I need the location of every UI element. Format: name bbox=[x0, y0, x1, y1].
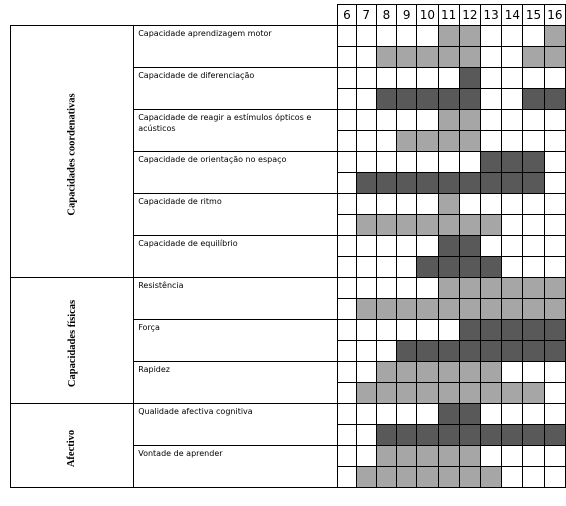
phase-cell bbox=[502, 320, 523, 341]
phase-cell bbox=[397, 152, 417, 173]
phase-cell bbox=[438, 131, 459, 152]
capacity-label: Capacidade de equilíbrio bbox=[134, 236, 338, 278]
phase-cell bbox=[459, 362, 480, 383]
phase-cell bbox=[544, 194, 565, 215]
phase-cell bbox=[397, 215, 417, 236]
phase-cell bbox=[397, 362, 417, 383]
phase-cell bbox=[523, 236, 544, 257]
phase-cell bbox=[480, 404, 501, 425]
capacity-label: Rapidez bbox=[134, 362, 338, 404]
phase-cell bbox=[338, 425, 356, 446]
phase-cell bbox=[376, 47, 396, 68]
phase-cell bbox=[544, 320, 565, 341]
phase-cell bbox=[438, 425, 459, 446]
phase-cell bbox=[338, 194, 356, 215]
age-header-row bbox=[11, 5, 566, 26]
phase-cell bbox=[459, 341, 480, 362]
phase-cell bbox=[417, 236, 438, 257]
phase-cell bbox=[438, 383, 459, 404]
phase-cell bbox=[544, 362, 565, 383]
phase-cell bbox=[356, 131, 376, 152]
phase-cell bbox=[417, 404, 438, 425]
phase-cell bbox=[544, 26, 565, 47]
phase-cell bbox=[502, 383, 523, 404]
phase-cell bbox=[397, 341, 417, 362]
phase-cell bbox=[480, 68, 501, 89]
phase-cell bbox=[356, 341, 376, 362]
phase-cell bbox=[544, 215, 565, 236]
phase-cell bbox=[480, 425, 501, 446]
phase-cell bbox=[417, 383, 438, 404]
category-label: Afectivo bbox=[66, 429, 78, 468]
phase-cell bbox=[502, 467, 523, 488]
table-row bbox=[11, 26, 566, 47]
phase-cell bbox=[523, 26, 544, 47]
phase-cell bbox=[356, 320, 376, 341]
phase-cell bbox=[502, 194, 523, 215]
phase-cell bbox=[438, 299, 459, 320]
phase-cell bbox=[523, 257, 544, 278]
capacity-label: Vontade de aprender bbox=[134, 446, 338, 488]
phase-cell bbox=[338, 278, 356, 299]
phase-cell bbox=[417, 257, 438, 278]
phase-cell bbox=[480, 131, 501, 152]
phase-cell bbox=[459, 131, 480, 152]
phase-cell bbox=[417, 131, 438, 152]
phase-cell bbox=[356, 152, 376, 173]
phase-cell bbox=[356, 110, 376, 131]
phase-cell bbox=[459, 194, 480, 215]
phase-cell bbox=[544, 236, 565, 257]
phase-cell bbox=[459, 404, 480, 425]
phase-cell bbox=[417, 320, 438, 341]
phase-cell bbox=[417, 194, 438, 215]
phase-cell bbox=[438, 173, 459, 194]
phase-cell bbox=[417, 341, 438, 362]
phase-cell bbox=[356, 89, 376, 110]
phase-cell bbox=[356, 404, 376, 425]
phase-cell bbox=[376, 278, 396, 299]
phase-cell bbox=[356, 173, 376, 194]
phase-cell bbox=[417, 215, 438, 236]
phase-cell bbox=[544, 278, 565, 299]
phase-cell bbox=[397, 257, 417, 278]
phase-cell bbox=[338, 236, 356, 257]
phase-cell bbox=[397, 110, 417, 131]
phase-cell bbox=[438, 152, 459, 173]
phase-cell bbox=[417, 278, 438, 299]
phase-cell bbox=[338, 173, 356, 194]
phase-cell bbox=[397, 278, 417, 299]
age-header: 13 bbox=[480, 5, 501, 26]
phase-cell bbox=[544, 68, 565, 89]
phase-cell bbox=[417, 26, 438, 47]
phase-cell bbox=[417, 173, 438, 194]
phase-cell bbox=[502, 446, 523, 467]
phase-cell bbox=[397, 131, 417, 152]
phase-cell bbox=[438, 236, 459, 257]
phase-cell bbox=[417, 446, 438, 467]
phase-cell bbox=[523, 299, 544, 320]
phase-cell bbox=[338, 131, 356, 152]
capacity-label: Capacidade de orientação no espaço bbox=[134, 152, 338, 194]
phase-cell bbox=[397, 446, 417, 467]
phase-cell bbox=[438, 404, 459, 425]
phase-cell bbox=[523, 68, 544, 89]
phase-cell bbox=[417, 299, 438, 320]
phase-cell bbox=[417, 68, 438, 89]
phase-cell bbox=[376, 89, 396, 110]
phase-cell bbox=[338, 152, 356, 173]
table-corner bbox=[11, 5, 338, 26]
phase-cell bbox=[523, 425, 544, 446]
phase-cell bbox=[338, 362, 356, 383]
table-row bbox=[11, 278, 566, 299]
age-header: 10 bbox=[417, 5, 438, 26]
phase-cell bbox=[397, 320, 417, 341]
phase-cell bbox=[523, 467, 544, 488]
phase-cell bbox=[356, 467, 376, 488]
age-header: 7 bbox=[356, 5, 376, 26]
phase-cell bbox=[502, 341, 523, 362]
phase-cell bbox=[523, 152, 544, 173]
phase-cell bbox=[459, 215, 480, 236]
phase-cell bbox=[459, 446, 480, 467]
phase-cell bbox=[502, 236, 523, 257]
phase-cell bbox=[338, 110, 356, 131]
phase-cell bbox=[502, 131, 523, 152]
phase-cell bbox=[397, 404, 417, 425]
phase-cell bbox=[523, 173, 544, 194]
phase-cell bbox=[438, 47, 459, 68]
age-header: 16 bbox=[544, 5, 565, 26]
phase-cell bbox=[544, 152, 565, 173]
phase-cell bbox=[480, 320, 501, 341]
phase-cell bbox=[356, 278, 376, 299]
age-header: 15 bbox=[523, 5, 544, 26]
phase-cell bbox=[480, 278, 501, 299]
phase-cell bbox=[338, 383, 356, 404]
phase-cell bbox=[397, 194, 417, 215]
phase-cell bbox=[459, 257, 480, 278]
capacity-label: Capacidade de diferenciação bbox=[134, 68, 338, 110]
phase-cell bbox=[338, 47, 356, 68]
phase-cell bbox=[459, 173, 480, 194]
phase-cell bbox=[438, 362, 459, 383]
phase-cell bbox=[459, 467, 480, 488]
phase-cell bbox=[544, 131, 565, 152]
phase-cell bbox=[356, 236, 376, 257]
phase-cell bbox=[544, 425, 565, 446]
phase-cell bbox=[417, 425, 438, 446]
phase-cell bbox=[523, 110, 544, 131]
age-header: 11 bbox=[438, 5, 459, 26]
phase-cell bbox=[459, 152, 480, 173]
phase-cell bbox=[376, 194, 396, 215]
phase-cell bbox=[438, 467, 459, 488]
phase-cell bbox=[502, 425, 523, 446]
phase-cell bbox=[376, 110, 396, 131]
phase-cell bbox=[438, 26, 459, 47]
phase-cell bbox=[417, 47, 438, 68]
capacity-label: Capacidade de reagir a estímulos ópticos e acústicos bbox=[134, 110, 338, 152]
phase-cell bbox=[502, 257, 523, 278]
phase-cell bbox=[544, 299, 565, 320]
age-header: 9 bbox=[397, 5, 417, 26]
phase-cell bbox=[397, 47, 417, 68]
capacity-label: Capacidade aprendizagem motor bbox=[134, 26, 338, 68]
phase-cell bbox=[397, 425, 417, 446]
phase-cell bbox=[376, 236, 396, 257]
phase-cell bbox=[523, 446, 544, 467]
phase-cell bbox=[356, 257, 376, 278]
phase-cell bbox=[480, 152, 501, 173]
phase-cell bbox=[523, 278, 544, 299]
phase-cell bbox=[356, 425, 376, 446]
phase-cell bbox=[376, 131, 396, 152]
phase-cell bbox=[459, 425, 480, 446]
category-cell bbox=[11, 26, 134, 278]
phase-cell bbox=[376, 173, 396, 194]
phase-cell bbox=[523, 320, 544, 341]
phase-cell bbox=[356, 362, 376, 383]
phase-cell bbox=[397, 236, 417, 257]
phase-cell bbox=[544, 446, 565, 467]
phase-cell bbox=[459, 110, 480, 131]
phase-cell bbox=[338, 68, 356, 89]
phase-cell bbox=[480, 299, 501, 320]
phase-cell bbox=[544, 467, 565, 488]
phase-cell bbox=[376, 152, 396, 173]
phase-cell bbox=[502, 26, 523, 47]
phase-cell bbox=[376, 299, 396, 320]
phase-cell bbox=[397, 299, 417, 320]
phase-cell bbox=[338, 257, 356, 278]
phase-cell bbox=[459, 320, 480, 341]
age-header: 8 bbox=[376, 5, 396, 26]
phase-cell bbox=[480, 194, 501, 215]
phase-cell bbox=[438, 278, 459, 299]
category-label: Capacidades físicas bbox=[66, 299, 78, 388]
phase-cell bbox=[523, 131, 544, 152]
phase-cell bbox=[502, 89, 523, 110]
phase-cell bbox=[480, 362, 501, 383]
phase-cell bbox=[438, 257, 459, 278]
phase-cell bbox=[356, 215, 376, 236]
phase-cell bbox=[397, 383, 417, 404]
phase-cell bbox=[438, 89, 459, 110]
phase-cell bbox=[376, 425, 396, 446]
phase-cell bbox=[376, 68, 396, 89]
phase-cell bbox=[338, 299, 356, 320]
phase-cell bbox=[397, 68, 417, 89]
phase-cell bbox=[376, 446, 396, 467]
phase-cell bbox=[376, 404, 396, 425]
phase-cell bbox=[544, 110, 565, 131]
phase-cell bbox=[480, 446, 501, 467]
phase-cell bbox=[544, 404, 565, 425]
phase-cell bbox=[502, 68, 523, 89]
phase-cell bbox=[397, 89, 417, 110]
category-cell bbox=[11, 278, 134, 404]
phase-cell bbox=[438, 215, 459, 236]
phase-cell bbox=[338, 215, 356, 236]
phase-cell bbox=[356, 299, 376, 320]
phase-cell bbox=[544, 341, 565, 362]
phase-cell bbox=[376, 383, 396, 404]
phase-cell bbox=[480, 173, 501, 194]
phase-cell bbox=[376, 341, 396, 362]
phase-cell bbox=[376, 362, 396, 383]
phase-cell bbox=[480, 341, 501, 362]
phases-table bbox=[10, 4, 566, 488]
phase-cell bbox=[480, 236, 501, 257]
phase-cell bbox=[397, 467, 417, 488]
phase-cell bbox=[338, 89, 356, 110]
phase-cell bbox=[356, 194, 376, 215]
phase-cell bbox=[502, 404, 523, 425]
phase-cell bbox=[523, 362, 544, 383]
phase-cell bbox=[417, 362, 438, 383]
phase-cell bbox=[338, 341, 356, 362]
phase-cell bbox=[397, 26, 417, 47]
phase-cell bbox=[502, 278, 523, 299]
capacity-label: Força bbox=[134, 320, 338, 362]
phase-cell bbox=[438, 194, 459, 215]
phase-cell bbox=[480, 467, 501, 488]
phase-cell bbox=[544, 383, 565, 404]
phase-cell bbox=[502, 362, 523, 383]
phase-cell bbox=[523, 383, 544, 404]
phase-cell bbox=[417, 110, 438, 131]
phase-cell bbox=[523, 89, 544, 110]
phase-cell bbox=[459, 47, 480, 68]
phase-cell bbox=[523, 404, 544, 425]
capacity-label: Qualidade afectiva cognitiva bbox=[134, 404, 338, 446]
phase-cell bbox=[356, 47, 376, 68]
phase-cell bbox=[417, 152, 438, 173]
phase-cell bbox=[356, 26, 376, 47]
category-label: Capacidades coordenativas bbox=[66, 93, 78, 216]
phase-cell bbox=[376, 467, 396, 488]
capacity-label: Resistência bbox=[134, 278, 338, 320]
phase-cell bbox=[480, 47, 501, 68]
phase-cell bbox=[338, 404, 356, 425]
phase-cell bbox=[523, 341, 544, 362]
phase-cell bbox=[338, 320, 356, 341]
phase-cell bbox=[523, 194, 544, 215]
phase-cell bbox=[480, 89, 501, 110]
phase-cell bbox=[502, 47, 523, 68]
phase-cell bbox=[544, 257, 565, 278]
phase-cell bbox=[502, 299, 523, 320]
phase-cell bbox=[544, 47, 565, 68]
phase-cell bbox=[438, 341, 459, 362]
phase-cell bbox=[356, 446, 376, 467]
phase-cell bbox=[480, 257, 501, 278]
capacity-label: Capacidade de ritmo bbox=[134, 194, 338, 236]
phase-cell bbox=[502, 215, 523, 236]
phase-cell bbox=[459, 26, 480, 47]
phase-cell bbox=[438, 110, 459, 131]
phase-cell bbox=[523, 215, 544, 236]
phase-cell bbox=[459, 278, 480, 299]
age-header: 12 bbox=[459, 5, 480, 26]
age-header: 6 bbox=[338, 5, 356, 26]
phase-cell bbox=[338, 446, 356, 467]
phase-cell bbox=[376, 26, 396, 47]
table-row bbox=[11, 404, 566, 425]
phase-cell bbox=[459, 236, 480, 257]
phase-cell bbox=[502, 152, 523, 173]
phase-cell bbox=[544, 173, 565, 194]
category-cell bbox=[11, 404, 134, 488]
phase-cell bbox=[338, 26, 356, 47]
age-header: 14 bbox=[502, 5, 523, 26]
phase-cell bbox=[376, 320, 396, 341]
phase-cell bbox=[356, 383, 376, 404]
phase-cell bbox=[376, 215, 396, 236]
phase-cell bbox=[480, 110, 501, 131]
phase-cell bbox=[438, 446, 459, 467]
phase-cell bbox=[459, 299, 480, 320]
phase-cell bbox=[544, 89, 565, 110]
phase-cell bbox=[523, 47, 544, 68]
phase-cell bbox=[459, 383, 480, 404]
phase-cell bbox=[459, 68, 480, 89]
phase-cell bbox=[480, 26, 501, 47]
phase-cell bbox=[397, 173, 417, 194]
phase-cell bbox=[417, 467, 438, 488]
phase-cell bbox=[438, 320, 459, 341]
phase-cell bbox=[417, 89, 438, 110]
phase-cell bbox=[480, 383, 501, 404]
phase-cell bbox=[459, 89, 480, 110]
phase-cell bbox=[480, 215, 501, 236]
phase-cell bbox=[502, 110, 523, 131]
phase-cell bbox=[376, 257, 396, 278]
phase-cell bbox=[356, 68, 376, 89]
phase-cell bbox=[502, 173, 523, 194]
phase-cell bbox=[438, 68, 459, 89]
phase-cell bbox=[338, 467, 356, 488]
